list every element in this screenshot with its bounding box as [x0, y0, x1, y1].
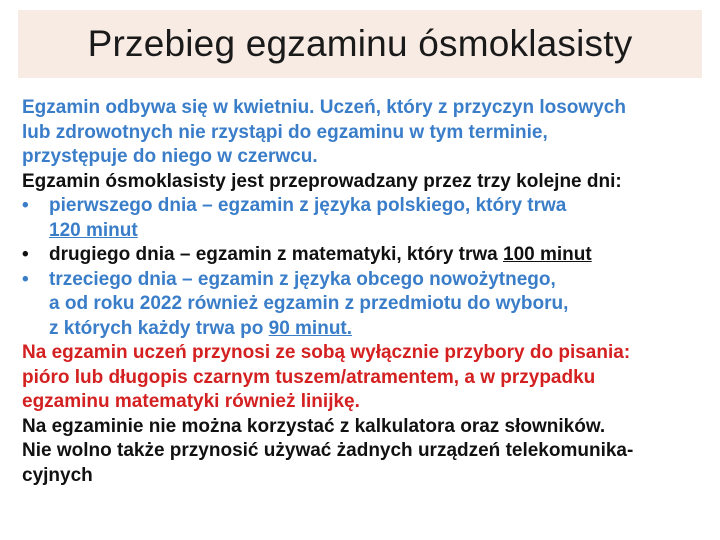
supplies-line-3: egzaminu matematyki również linijkę. — [22, 391, 360, 412]
day-3-line-2: a od roku 2022 również egzamin z przedmiotu do wyboru, — [49, 293, 569, 314]
exam-date-line-1: Egzamin odbywa się w kwietniu. Uczeń, który z przyczyn losowych — [22, 97, 626, 118]
exam-date-line-3: przystępuje do niego w czerwcu. — [22, 146, 318, 167]
supplies-line-1: Na egzamin uczeń przynosi ze sobą wyłącznie przybory do pisania: — [22, 342, 631, 363]
page-title: Przebieg egzaminu ósmoklasisty — [87, 23, 633, 64]
exam-days-list — [22, 194, 702, 341]
supplies-paragraph — [22, 341, 702, 415]
title-bar — [18, 10, 702, 78]
calculator-rule: Na egzaminie nie można korzystać z kalkulatora oraz słowników. — [22, 415, 606, 437]
day-2-text: drugiego dnia – egzamin z matematyki, który trwa — [49, 244, 504, 265]
devices-rule-line-1: Nie wolno także przynosić używać żadnych urządzeń telekomunika- — [22, 440, 634, 461]
devices-rule-line-2: cyjnych — [22, 464, 93, 486]
day-3-line-1: • trzeciego dnia – egzamin z języka obcego nowożytnego, — [49, 268, 556, 290]
day-3-duration: 90 minut. — [268, 317, 353, 339]
exam-date-paragraph — [22, 96, 702, 170]
exam-days-intro: Egzamin ósmoklasisty jest przeprowadzany przez trzy kolejne dni: — [22, 170, 622, 192]
list-item-day-2 — [22, 243, 702, 268]
day-3-line-3: z których każdy trwa po — [49, 317, 269, 339]
day-2-duration: 100 minut — [503, 244, 592, 265]
devices-rule — [22, 439, 702, 488]
day-1-duration: 120 minut — [49, 219, 138, 241]
content-body — [22, 96, 702, 488]
day-1-text: • pierwszego dnia – egzamin z języka polskiego, który trwa — [49, 195, 567, 216]
list-item-day-3 — [22, 268, 702, 342]
exam-date-line-2: lub zdrowotnych nie rzystąpi do egzaminu w tym terminie, — [22, 121, 548, 143]
list-item-day-1 — [22, 194, 702, 243]
supplies-line-2: pióro lub długopis czarnym tuszem/atramentem, a w przypadku — [22, 366, 596, 388]
